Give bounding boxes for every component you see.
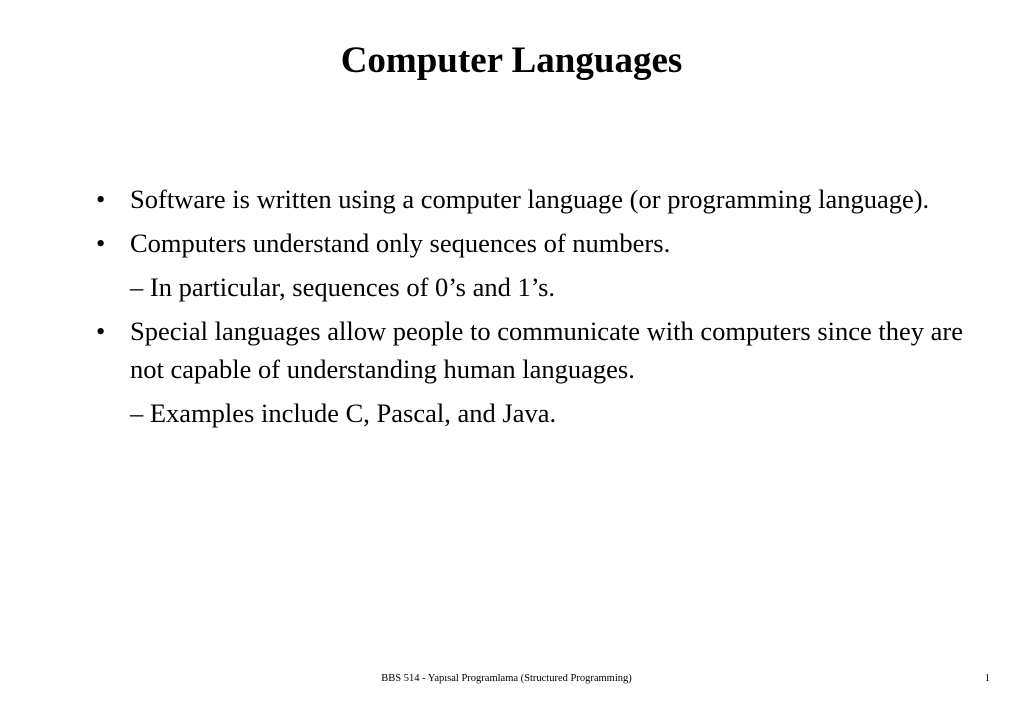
sub-bullet-marker: –	[130, 272, 144, 302]
bullet-marker: •	[96, 316, 106, 346]
bullet-item	[96, 312, 966, 388]
footer-course-title: BBS 514 - Yapısal Programlama (Structured Programming)	[381, 673, 632, 684]
bullet-item	[96, 180, 966, 218]
bullet-text: Computers understand only sequences of numbers.	[130, 228, 671, 258]
sub-bullet-item	[96, 268, 966, 306]
page-number: 1	[984, 673, 990, 684]
bullet-marker: •	[96, 228, 106, 258]
sub-bullet-text: In particular, sequences of 0’s and 1’s.	[149, 272, 556, 302]
sub-bullet-marker: –	[130, 398, 144, 428]
sub-bullet-text: Examples include C, Pascal, and Java.	[149, 398, 557, 428]
bullet-text: Software is written using a computer language (or programming language).	[130, 184, 930, 214]
slide-title: Computer Languages	[340, 40, 683, 81]
bullet-item	[96, 224, 966, 262]
bullet-text: Special languages allow people to communicate with computers since they are not capable of understanding human languages.	[130, 316, 964, 384]
bullet-marker: •	[96, 184, 106, 214]
sub-bullet-item	[96, 394, 966, 432]
slide-content	[96, 180, 966, 438]
